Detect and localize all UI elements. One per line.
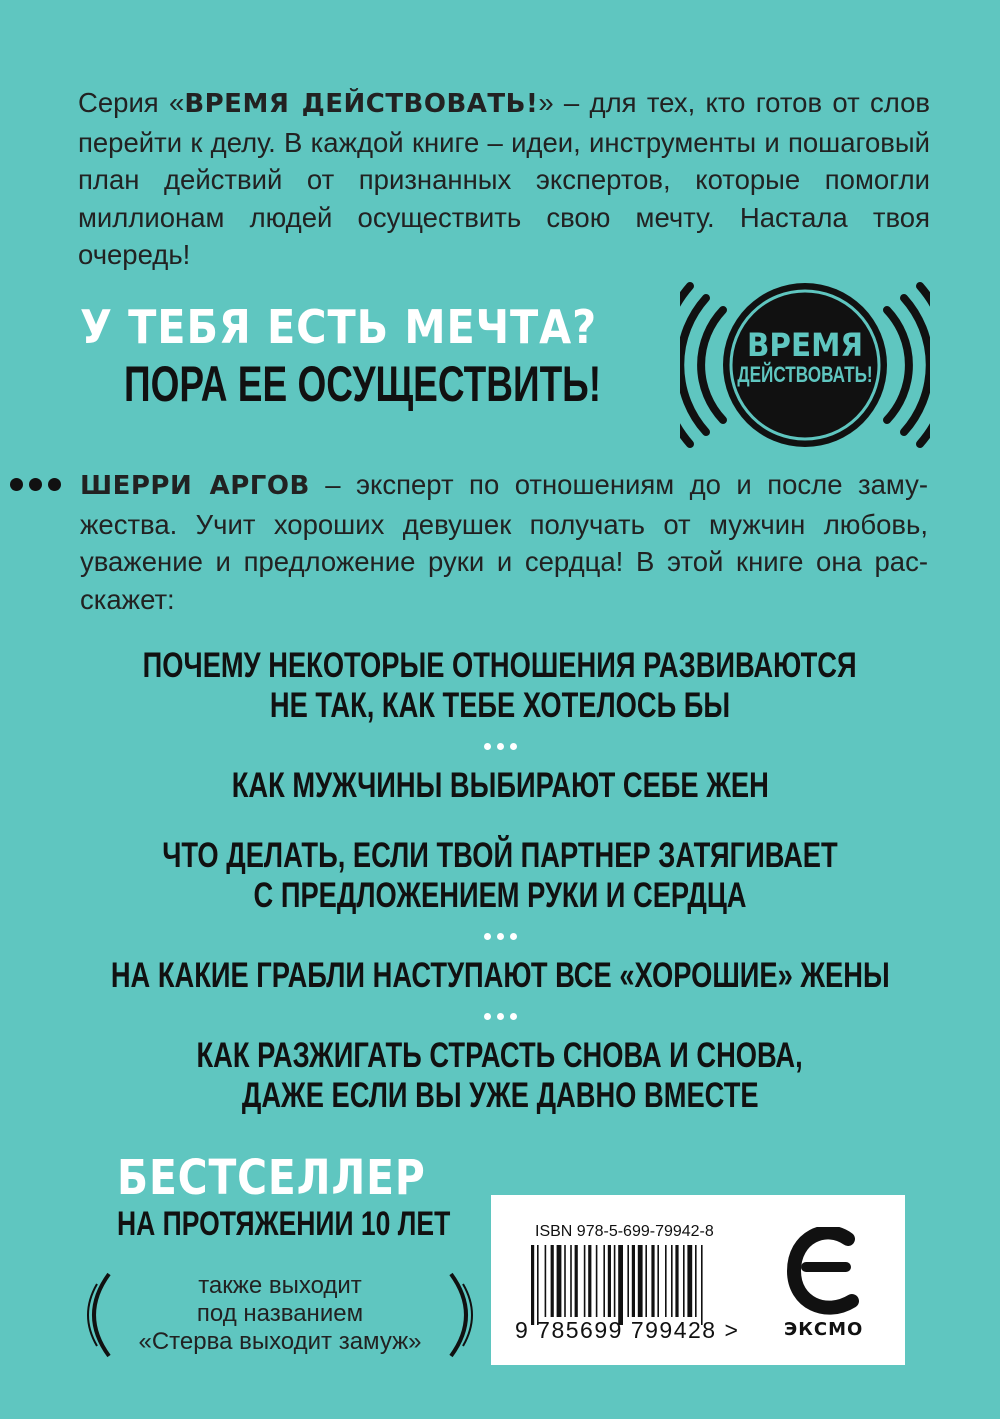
series-badge-logo [680,270,930,460]
alt-title-note [85,1270,475,1360]
isbn-label: ISBN 978-5-699-79942-8 [535,1223,714,1240]
slogan-line-1: У ТЕБЯ ЕСТЬ МЕЧТА? [80,300,598,354]
alt-title-line-1: также выходит [198,1272,362,1299]
series-name: ВРЕМЯ ДЕЙСТВОВАТЬ! [184,89,539,119]
point-1-line-1: ПОЧЕМУ НЕКОТОРЫЕ ОТНОШЕНИЯ РАЗВИВАЮТСЯ [143,646,857,685]
isbn-panel [491,1195,905,1365]
point-3-line-2: С ПРЕДЛОЖЕНИЕМ РУКИ И СЕРДЦА [253,876,747,915]
book-points [0,646,1000,1116]
point-1-line-2: НЕ ТАК, КАК ТЕБЕ ХОТЕЛОСЬ БЫ [269,686,731,725]
point-5-line-1: КАК РАЗЖИГАТЬ СТРАСТЬ СНОВА И СНОВА, [196,1036,804,1075]
bullet-dots [10,478,67,496]
point-2-line-1: КАК МУЖЧИНЫ ВЫБИРАЮТ СЕБЕ ЖЕН [231,766,769,805]
separator-dots [0,996,1000,1036]
point-2 [0,766,1000,806]
barcode-digits: 9 785699 799428 > [515,1317,740,1343]
slogan-line-2: ПОРА ЕЕ ОСУЩЕСТВИТЬ! [124,356,602,412]
intro-text: » – для тех, кто готов от слов перейти к делу. В каждой книге – идеи, инструменты и пошаговый план действий от признанных экспертов, которые помогли миллионам людей осуществить свою мечту. Настала твоя очередь! [78,87,930,270]
point-3-line-1: ЧТО ДЕЛАТЬ, ЕСЛИ ТВОЙ ПАРТНЕР ЗАТЯГИВАЕТ [162,836,838,875]
left-bracket-icon [85,1270,115,1360]
point-4-line-1: НА КАКИЕ ГРАБЛИ НАСТУПАЮТ ВСЕ «ХОРОШИЕ» ЖЕНЫ [110,956,890,995]
author-description: – эксперт по отношениям до и после замужества. Учит хороших девушек получать от мужчин любовь, уважение и предложение руки и сердца! В этой книге она расскажет: [80,469,929,615]
badge-line-1: ВРЕМЯ [746,326,864,365]
point-3 [0,836,1000,916]
point-5-line-2: ДАЖЕ ЕСЛИ ВЫ УЖЕ ДАВНО ВМЕСТЕ [241,1076,759,1115]
author-bio [80,466,928,618]
point-1 [0,646,1000,726]
alt-title-line-2: под названием [196,1300,364,1327]
alt-title-line-3: «Стерва выходит замуж» [138,1328,422,1355]
publisher-name: ЭКСМО [784,1319,864,1340]
badge-line-2: ДЕЙСТВОВАТЬ! [737,363,873,388]
series-intro [78,84,930,274]
point-5 [0,1036,1000,1116]
eksmo-logo-icon [786,1227,866,1317]
separator-dots [0,726,1000,766]
separator-dots [0,916,1000,956]
author-name: ШЕРРИ АРГОВ [80,471,310,501]
bestseller-title: БЕСТСЕЛЛЕР [117,1150,426,1206]
bestseller-subtitle: НА ПРОТЯЖЕНИИ 10 ЛЕТ [117,1205,451,1243]
point-4 [0,956,1000,996]
right-bracket-icon [445,1270,475,1360]
intro-prefix: Серия « [78,87,185,118]
separator-dots [0,806,1000,836]
